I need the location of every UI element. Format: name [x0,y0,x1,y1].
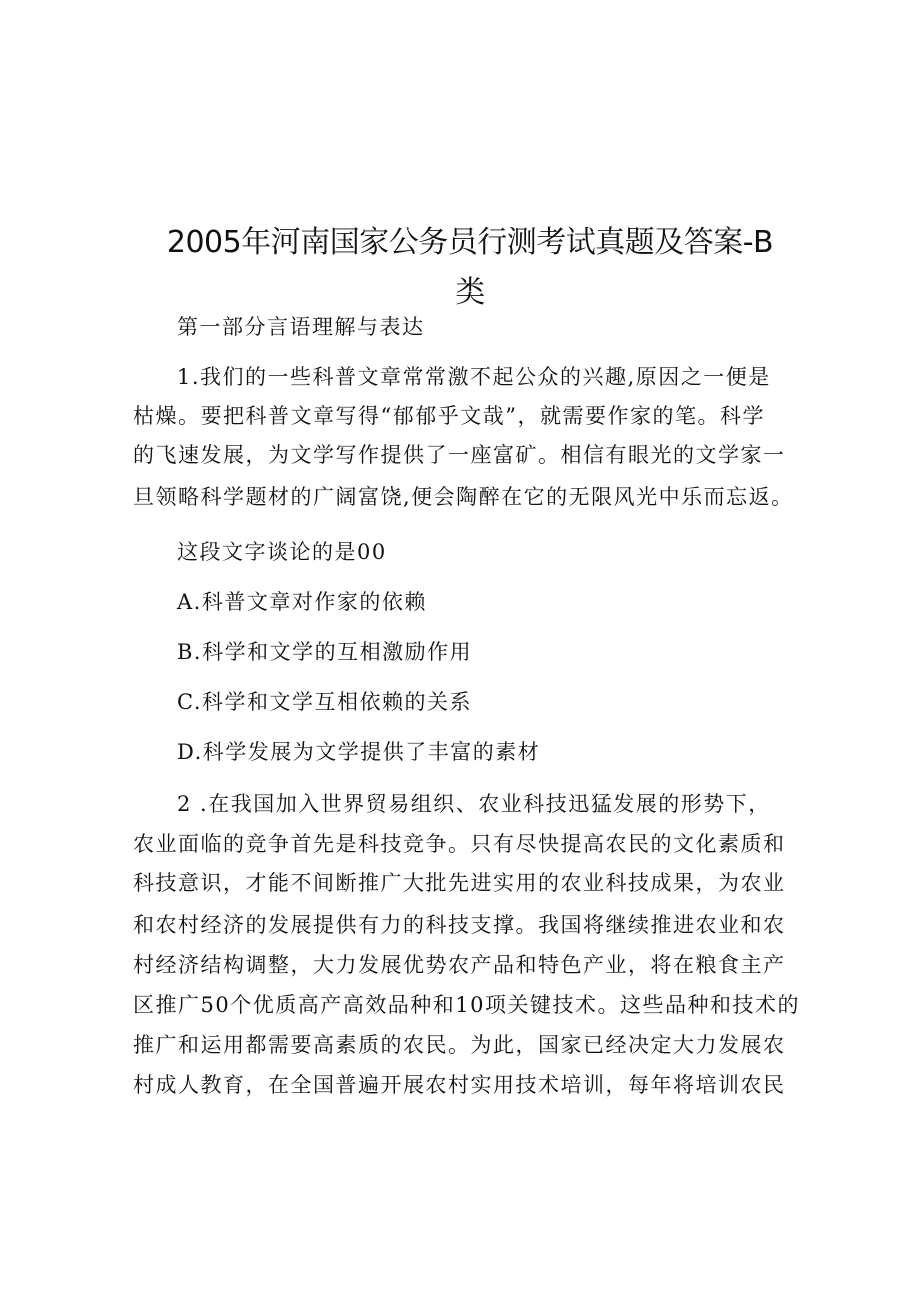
q2-line-1: 2 .在我国加入世界贸易组织、农业科技迅猛发展的形势下， [177,792,771,816]
q1-line-1: 1.我们的一些科普文章常常激不起公众的兴趣,原因之一便是 [177,365,771,389]
q2-line-2: 农业面临的竞争首先是科技竞争。只有尽快提高农民的文化素质和 [133,832,786,856]
document-title [150,218,790,318]
q2-line-6: 区推广50个优质高产高效品种和10项关键技术。这些品种和技术的 [133,993,800,1017]
section-heading: 第一部分言语理解与表达 [177,315,425,339]
q1-stem: 这段文字谈论的是00 [177,540,387,564]
q1-line-2: 枯燥。要把科普文章写得“郁郁乎文哉”，就需要作家的笔。科学 [133,404,765,428]
q2-line-5: 村经济结构调整，大力发展优势农产品和特色产业，将在粮食主产 [133,953,786,977]
q1-line-3: 的飞速发展，为文学写作提供了一座富矿。相信有眼光的文学家一 [133,443,786,467]
q2-line-8: 村成人教育，在全国普遍开展农村实用技术培训，每年将培训农民 [133,1073,786,1097]
q1-option-a: A.科普文章对作家的依赖 [177,590,427,614]
title-line-1: 2005年河南国家公务员行测考试真题及答案-B [166,225,774,260]
q1-line-4: 旦领略科学题材的广阔富饶,便会陶醉在它的无限风光中乐而忘返。 [133,485,794,509]
q2-line-4: 和农村经济的发展提供有力的科技支撑。我国将继续推进农业和农 [133,913,786,937]
q1-option-d: D.科学发展为文学提供了丰富的素材 [177,740,541,764]
q1-option-b: B.科学和文学的互相激励作用 [177,640,473,664]
q2-line-7: 推广和运用都需要高素质的农民。为此，国家已经决定大力发展农 [133,1033,786,1057]
title-line-2: 类 [455,275,485,310]
q2-line-3: 科技意识，才能不间断推广大批先进实用的农业科技成果，为农业 [133,871,786,895]
q1-option-c: C.科学和文学互相依赖的关系 [177,690,472,714]
